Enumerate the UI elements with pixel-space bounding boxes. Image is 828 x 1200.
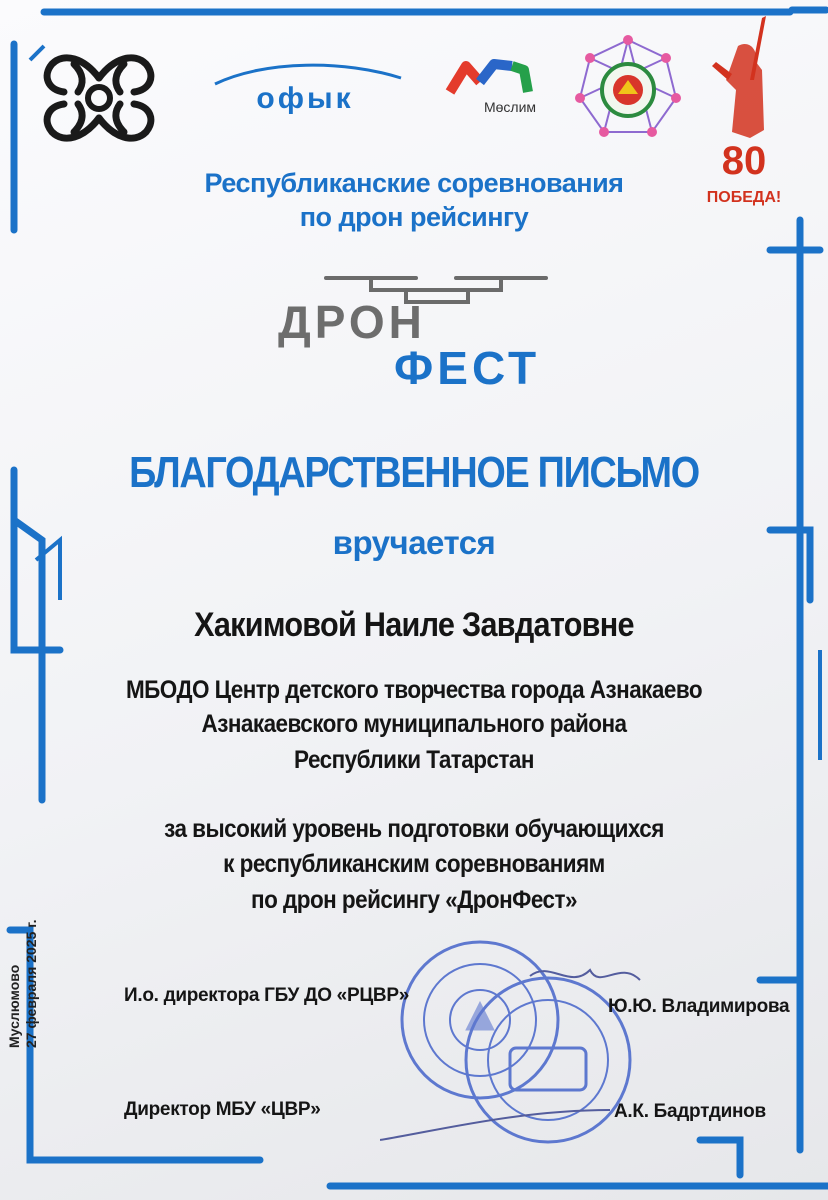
tatarstan-emblem-icon (572, 32, 684, 144)
recipient-name: Хакимовой Наиле Завдатовне (194, 606, 634, 644)
place-text: Муслюмово (6, 964, 22, 1048)
victory-number: 80 (721, 139, 767, 183)
ofyk-logo (205, 58, 405, 114)
signature-name: Ю.Ю. Владимирова (608, 996, 790, 1017)
dronfest-logo (256, 276, 616, 396)
recipient-org-line: Республики Татарстан (294, 746, 534, 774)
letter-subtitle: вручается (332, 524, 496, 561)
place-date (6, 808, 40, 1048)
dronfest-logo-word1: ДРОН (278, 296, 426, 348)
swirl-logo-icon (34, 34, 164, 162)
moslim-logo (432, 52, 562, 116)
event-heading-line2: по дрон рейсингу (299, 202, 529, 232)
signature-name: А.К. Бадртдинов (614, 1101, 766, 1122)
recipient-org-line: МБОДО Центр детского творчества города Азнакаево (125, 676, 703, 704)
official-stamps-icon (380, 930, 760, 1180)
signature-position: И.о. директора ГБУ ДО «РЦВР» (124, 985, 409, 1006)
victory-word: ПОБЕДА! (706, 189, 782, 206)
dronfest-logo-word2: ФЕСТ (394, 342, 541, 394)
moslim-logo-text: Мөслим (483, 99, 537, 115)
event-heading-line1: Республиканские соревнования (204, 168, 624, 198)
reason-line: по дрон рейсингу «ДронФест» (251, 886, 577, 914)
date-text: 27 февраля 2025 г. (23, 919, 39, 1048)
ofyk-logo-text: офык (256, 82, 354, 114)
frame-bottom-left (10, 930, 260, 1160)
recipient-org-line: Азнакаевского муниципального района (201, 710, 627, 738)
letter-title: БЛАГОДАРСТВЕННОЕ ПИСЬМО (129, 448, 699, 497)
signature-position: Директор МБУ «ЦВР» (124, 1099, 321, 1120)
reason-line: за высокий уровень подготовки обучающихся (164, 815, 664, 843)
reason-line: к республиканским соревнованиям (223, 850, 605, 878)
